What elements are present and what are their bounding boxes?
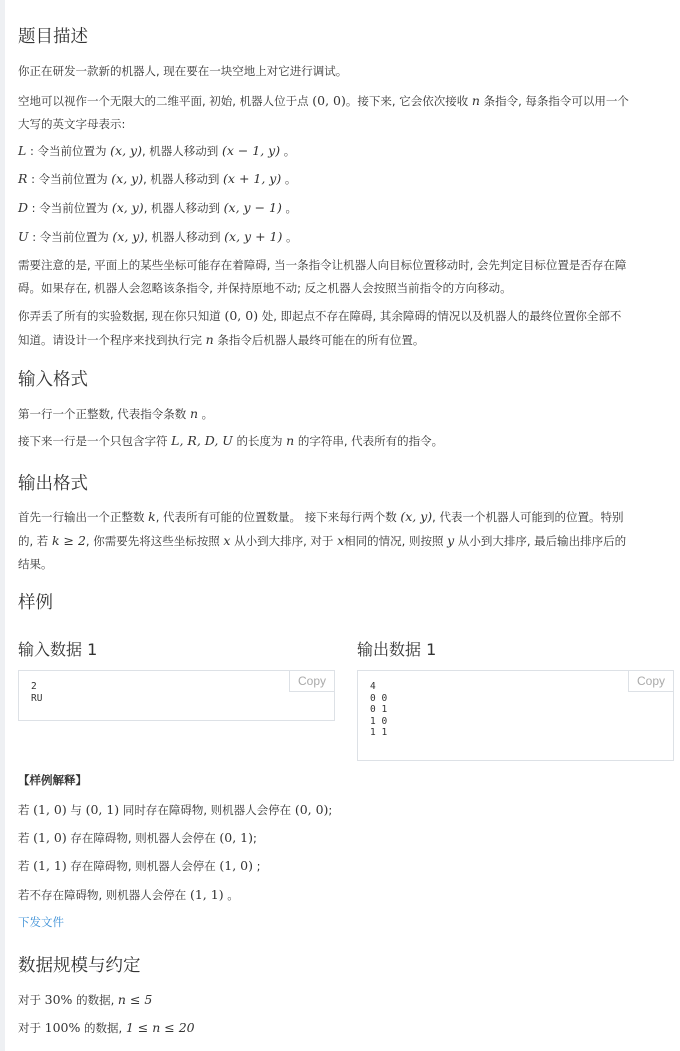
explain-line-4	[18, 883, 673, 907]
math-n: n	[471, 93, 480, 108]
desc-p2-text-c: 条指令, 每条指令可以用一个	[479, 94, 629, 108]
math-n: n	[205, 332, 214, 347]
rule-text: , 机器人移动到	[144, 230, 225, 244]
sample-output-box[interactable]	[357, 670, 674, 761]
rule-D	[18, 196, 673, 220]
sample-explain-title: 【样例解释】	[18, 773, 87, 787]
explain-text: ;	[328, 803, 333, 817]
math-point: (1, 1)	[33, 858, 67, 873]
math-condition: n ≤ 5	[117, 992, 153, 1007]
rule-text: , 机器人移动到	[141, 144, 222, 158]
desc-p2-text-b: 。接下来, 它会依次接收	[345, 94, 472, 108]
output-text: , 代表所有可能的位置数量。 接下来每行两个数	[155, 510, 401, 524]
math-x: x	[223, 533, 231, 548]
sample-output-label: 输出数据 1	[357, 640, 437, 659]
math-percent: 30%	[44, 992, 73, 1007]
input-text: 的字符串, 代表所有的指令。	[294, 434, 444, 448]
explain-text: 若不存在障碍物, 则机器人会停在	[18, 888, 190, 902]
math-position: (x, y)	[400, 509, 433, 524]
rule-text: 。	[282, 230, 298, 244]
output-text: , 你需要先将这些坐标按照	[85, 534, 224, 548]
rule-U	[18, 225, 673, 249]
sample-input-text: 2 RU	[31, 681, 43, 704]
explain-text: 同时存在障碍物, 则机器人会停在	[119, 803, 295, 817]
rule-text: , 机器人移动到	[143, 201, 224, 215]
output-title: 输出格式	[18, 474, 88, 494]
output-text: 结果。	[18, 557, 53, 571]
math-n: n	[286, 433, 295, 448]
rule-text: 。	[280, 144, 296, 158]
scale-text: 的数据,	[72, 993, 118, 1007]
rule-text: : 令当前位置为	[26, 144, 111, 158]
desc-p4-text-a: 你弄丢了所有的实验数据, 现在你只知道	[18, 309, 225, 323]
math-point: (1, 1)	[189, 887, 224, 902]
math-point: (1, 0)	[33, 830, 67, 845]
math-position: (x, y)	[112, 229, 145, 244]
math-chars: L, R, D, U	[171, 433, 233, 448]
desc-p4-text-b: 处, 即起点不存在障碍, 其余障碍的情况以及机器人的最终位置你全部不	[258, 309, 622, 323]
math-y: y	[447, 533, 455, 548]
rule-letter: D	[18, 200, 29, 215]
math-target: (x, y + 1)	[224, 229, 283, 244]
scale-line-1	[18, 988, 673, 1012]
rule-R	[18, 167, 673, 191]
explain-text: 与	[66, 803, 86, 817]
rule-text: : 令当前位置为	[28, 201, 112, 215]
input-text: 第一行一个正整数, 代表指令条数	[18, 407, 190, 421]
desc-p3-text-a: 需要注意的是, 平面上的某些坐标可能存在着障碍, 当一条指令让机器人向目标位置移动时, 会先判定目标位置是否存在障	[18, 258, 627, 272]
math-point: (0, 0)	[294, 802, 329, 817]
input-line-2	[18, 429, 673, 453]
explain-line-1	[18, 798, 673, 822]
math-point: (0, 1)	[85, 802, 120, 817]
math-position: (x, y)	[111, 200, 144, 215]
output-text: 首先一行输出一个正整数	[18, 510, 149, 524]
explain-text: 若	[18, 859, 34, 873]
scale-text: 的数据,	[80, 1021, 126, 1035]
desc-paragraph-2	[18, 89, 673, 136]
math-position: (x, y)	[110, 143, 142, 158]
math-point: (1, 0)	[219, 858, 253, 873]
sample-input-label: 输入数据 1	[18, 640, 98, 659]
explain-text: 若	[18, 831, 34, 845]
output-text: 的, 若	[18, 534, 52, 548]
input-text: 的长度为	[232, 434, 287, 448]
math-target: (x − 1, y)	[221, 143, 281, 158]
math-point: (0, 1)	[219, 830, 253, 845]
output-text: , 代表一个机器人可能到的位置。特别	[432, 510, 624, 524]
desc-p1-text: 你正在研发一款新的机器人, 现在要在一块空地上对它进行调试。	[18, 64, 348, 78]
math-target: (x, y − 1)	[223, 200, 282, 215]
math-target: (x + 1, y)	[223, 171, 282, 186]
copy-input-button[interactable]: Copy	[289, 670, 335, 692]
rule-letter: L	[18, 143, 27, 158]
math-condition: 1 ≤ n ≤ 20	[125, 1020, 195, 1035]
rule-text: , 机器人移动到	[143, 172, 224, 186]
scale-line-2	[18, 1016, 673, 1040]
left-border	[0, 0, 5, 1051]
sample-output-text: 4 0 0 0 1 1 0 1 1	[370, 681, 388, 738]
desc-p2-text-d: 大写的英文字母表示:	[18, 117, 126, 131]
input-text: 接下来一行是一个只包含字符	[18, 434, 172, 448]
output-text: 从小到大排序, 对于	[230, 534, 338, 548]
desc-p2-text-a: 空地可以视作一个无限大的二维平面, 初始, 机器人位于点	[18, 94, 313, 108]
sample-title: 样例	[18, 593, 53, 613]
rule-letter: R	[18, 171, 28, 186]
download-files-link[interactable]: 下发文件	[18, 915, 64, 929]
explain-line-2	[18, 826, 673, 850]
input-title: 输入格式	[18, 370, 88, 390]
math-point: (1, 0)	[33, 802, 67, 817]
desc-p3-text-b: 碍。如果存在, 机器人会忽略该条指令, 并保持原地不动; 反之机器人会按照当前指令的方向移动。	[18, 281, 512, 295]
rule-text: 。	[281, 201, 297, 215]
copy-output-button[interactable]: Copy	[628, 670, 674, 692]
explain-text: 。	[223, 888, 239, 902]
rule-L	[18, 139, 673, 163]
explain-text: ;	[253, 859, 261, 873]
scale-text: 对于	[18, 1021, 45, 1035]
math-k: k	[148, 509, 156, 524]
explain-text: 若	[18, 803, 34, 817]
scale-title: 数据规模与约定	[18, 956, 141, 976]
math-origin: (0, 0)	[312, 93, 346, 108]
math-n: n	[189, 406, 199, 421]
rule-letter: U	[18, 229, 29, 244]
output-text: 相同的情况, 则按照	[344, 534, 448, 548]
desc-p4-text-c: 知道。请设计一个程序来找到执行完	[18, 333, 206, 347]
rule-text: : 令当前位置为	[28, 230, 113, 244]
explain-text: ;	[253, 831, 257, 845]
scale-text: 对于	[18, 993, 45, 1007]
description-title: 题目描述	[18, 27, 88, 47]
input-text: 。	[198, 407, 214, 421]
output-text: 从小到大排序, 最后输出排序后的	[454, 534, 627, 548]
explain-text: 存在障碍物, 则机器人会停在	[66, 859, 220, 873]
math-origin: (0, 0)	[224, 308, 259, 323]
output-paragraph	[18, 505, 673, 576]
explain-line-3	[18, 854, 673, 878]
math-x: x	[337, 533, 345, 548]
math-position: (x, y)	[111, 171, 144, 186]
math-percent: 100%	[44, 1020, 81, 1035]
explain-text: 存在障碍物, 则机器人会停在	[66, 831, 220, 845]
rule-text: : 令当前位置为	[27, 172, 112, 186]
math-condition: k ≥ 2	[51, 533, 86, 548]
rule-text: 。	[281, 172, 297, 186]
desc-paragraph-3	[18, 254, 673, 300]
desc-p4-text-d: 条指令后机器人最终可能在的所有位置。	[213, 333, 425, 347]
desc-paragraph-1	[18, 60, 673, 83]
input-line-1	[18, 402, 673, 426]
sample-input-box[interactable]	[18, 670, 335, 721]
desc-paragraph-4	[18, 304, 673, 352]
